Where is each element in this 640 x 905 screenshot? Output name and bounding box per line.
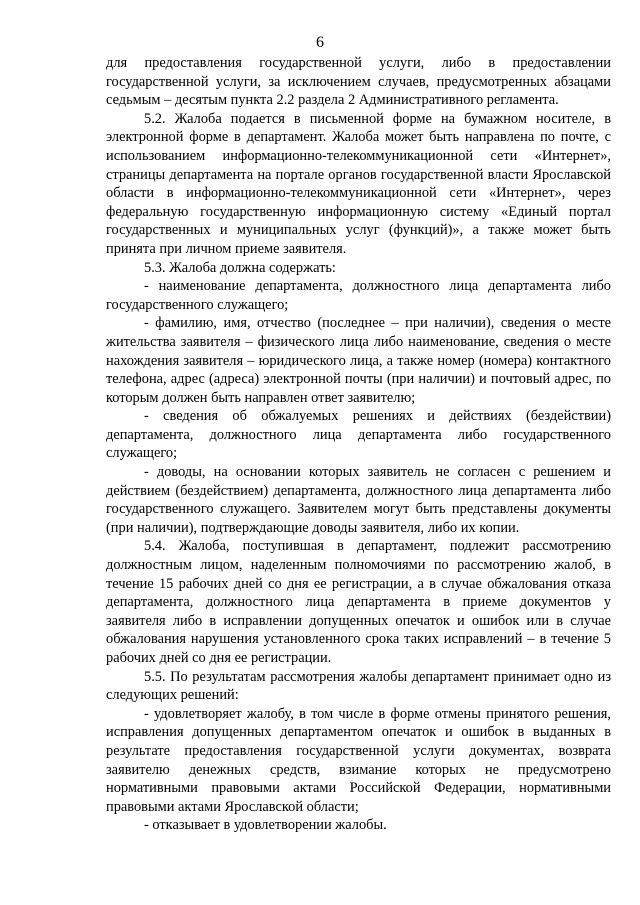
paragraph-5-4: 5.4. Жалоба, поступившая в департамент, подлежит рассмотрению должностным лицом, наделенным полномочиями по рассмотрению жалоб, в течение 15 рабочих дней со дня ее регистрации, а в случае обжалования отказа департамента, должностного лица департамента в приеме документов у заявителя либо в исправлении допущенных опечаток и ошибок или в случае обжалования нарушения установленного срока таких исправлений – в течение 5 рабочих дней со дня ее регистрации.: [106, 538, 611, 666]
list-item-department-name: - наименование департамента, должностного лица департамента либо государственного служащего;: [106, 278, 611, 313]
list-item-appealed-decisions: - сведения об обжалуемых решениях и действиях (бездействии) департамента, должностного лица департамента либо государственного служащего;: [106, 408, 611, 462]
list-item-applicant-details: - фамилию, имя, отчество (последнее – при наличии), сведения о месте жительства заявителя – физического лица либо наименование, сведения о месте нахождения заявителя – юридического лица, а также номер (номера) контактного телефона, адрес (адреса) электронной почты (при наличии) и почтовый адрес, по которым должен быть направлен ответ заявителю;: [106, 315, 611, 406]
document-body: [106, 54, 611, 835]
list-item-satisfy-complaint: - удовлетворяет жалобу, в том числе в форме отмены принятого решения, исправления допущенных департаментом опечаток и ошибок в выданных в результате предоставления государственной услуги документах, возврата заявителю денежных средств, взимание которых не предусмотрено нормативными правовыми актами Российской Федерации, нормативными правовыми актами Ярославской области;: [106, 705, 611, 815]
paragraph-5-5: 5.5. По результатам рассмотрения жалобы департамент принимает одно из следующих решений:: [106, 668, 611, 704]
paragraph-5-2: 5.2. Жалоба подается в письменной форме на бумажном носителе, в электронной форме в департамент. Жалоба может быть направлена по почте, с использованием информационно-телекоммуникационной сети «Интернет», страницы департамента на портале органов государственной власти Ярославской области в информационно-телекоммуникационной сети «Интернет», через федеральную государственную информационную систему «Единый портал государственных и муниципальных услуг (функций)», а также может быть принята при личном приеме заявителя.: [106, 110, 611, 257]
page-number: 6: [316, 34, 324, 51]
paragraph-continuation: для предоставления государственной услуги, либо в предоставлении государственной услуги, за исключением случаев, предусмотренных абзацами седьмым – десятым пункта 2.2 раздела 2 Административного регламента.: [106, 55, 611, 109]
paragraph-5-3: 5.3. Жалоба должна содержать:: [144, 259, 336, 276]
list-item-refuse-complaint: - отказывает в удовлетворении жалобы.: [144, 817, 387, 834]
list-item-arguments: - доводы, на основании которых заявитель не согласен с решением и действием (бездействием) департамента, должностного лица департамента либо государственного служащего. Заявителем могут быть представлены документы (при наличии), подтверждающие доводы заявителя, либо их копии.: [106, 464, 611, 536]
